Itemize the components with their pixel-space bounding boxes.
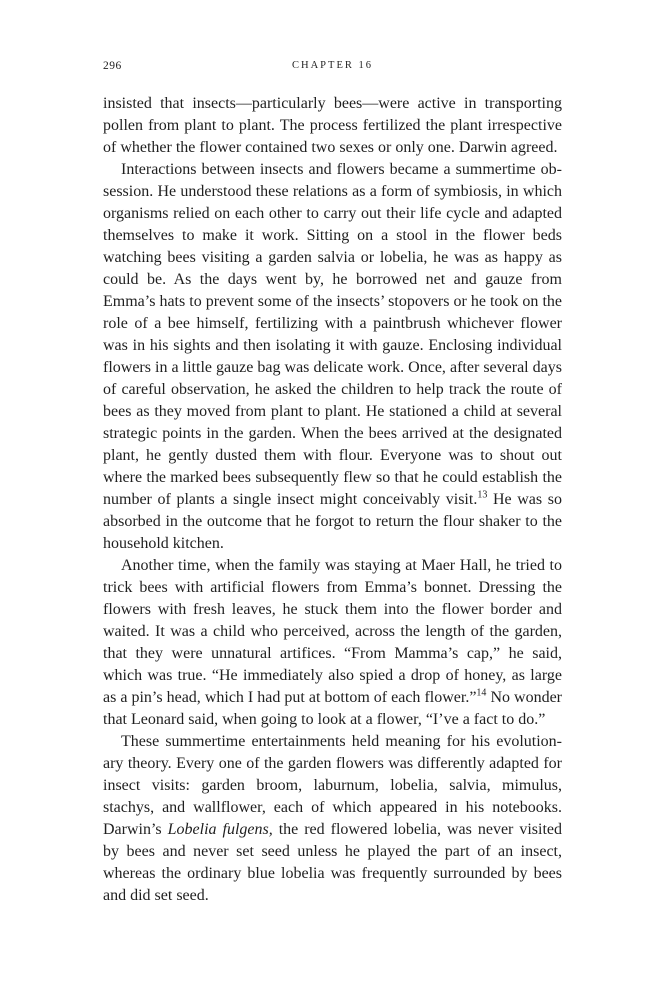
paragraph-3 bbox=[103, 555, 562, 731]
paragraph-text: the red flowered lobelia, was never visited by bees and never set seed unless he played the part of an insect, whereas the ordinary blue lobelia was frequently surrounded by bees and did set seed. bbox=[103, 821, 563, 904]
paragraph-1 bbox=[103, 93, 562, 159]
footnote-ref-13[interactable]: 13 bbox=[477, 489, 488, 501]
paragraph-text: Another time, when the family was staying at Maer Hall, he tried to trick bees with artificial flowers from Emma’s bonnet. Dressing the flowers with fresh leaves, he stuck them into the flower border and waited. It was a child who perceived, across the length of the garden, that they were unnatural artifices. “From Mamma’s cap,” he said, which was true. “He immediately also spied a drop of honey, as large as a pin’s head, which I had put at bottom of each flower.” bbox=[103, 557, 562, 706]
running-head bbox=[103, 60, 562, 78]
paragraph-2 bbox=[103, 159, 562, 555]
paragraph-text: These summertime entertainments held meaning for his evolutionary theory. Every one of the garden flowers was differently adapted for insect visits: garden broom, laburnum, lobelia, salvia, mimulus, stachys, and wallflower, each of which appeared in his notebooks. Darwin’s bbox=[103, 733, 562, 838]
paragraph-text: insisted that insects—particularly bees—were active in transporting pollen from plant to plant. The process fertilized the plant irrespective of whether the flower contained two sexes or only one. Darwin agreed. bbox=[103, 95, 562, 156]
paragraph-text: No wonder that Leonard said, when going to look at a flower, “I’ve a fact to do.” bbox=[103, 689, 562, 728]
body-text bbox=[103, 93, 562, 907]
paragraph-4 bbox=[103, 731, 562, 907]
paragraph-text: He was so absorbed in the outcome that he forgot to return the flour shaker to the household kitchen. bbox=[103, 491, 562, 552]
italic-species-name: Lobelia fulgens, bbox=[167, 821, 273, 838]
paragraph-text: Interactions between insects and flowers became a summertime obsession. He understood these relations as a form of symbiosis, in which organisms relied on each other to carry out their life cycle and adapted themselves to make it work. Sitting on a stool in the flower beds watching bees visiting a garden salvia or lobelia, he was as happy as could be. As the days went by, he borrowed net and gauze from Emma’s hats to prevent some of the insects’ stopovers or he took on the role of a bee himself, fertilizing with a paintbrush whichever flower was in his sights and then isolating it with gauze. Enclosing individual flowers in a little gauze bag was delicate work. Once, after several days of careful observation, he asked the children to help track the route of bees as they moved from plant to plant. He stationed a child at several strategic points in the garden. When the bees arrived at the designated plant, he gently dusted them with flour. Everyone was to shout out where the marked bees subsequently flew so that he could establish the number of plants a single insect might conceivably visit. bbox=[103, 161, 562, 508]
page-number: 296 bbox=[103, 60, 122, 72]
chapter-title: CHAPTER 16 bbox=[292, 60, 373, 71]
footnote-ref-14[interactable]: 14 bbox=[476, 687, 487, 699]
